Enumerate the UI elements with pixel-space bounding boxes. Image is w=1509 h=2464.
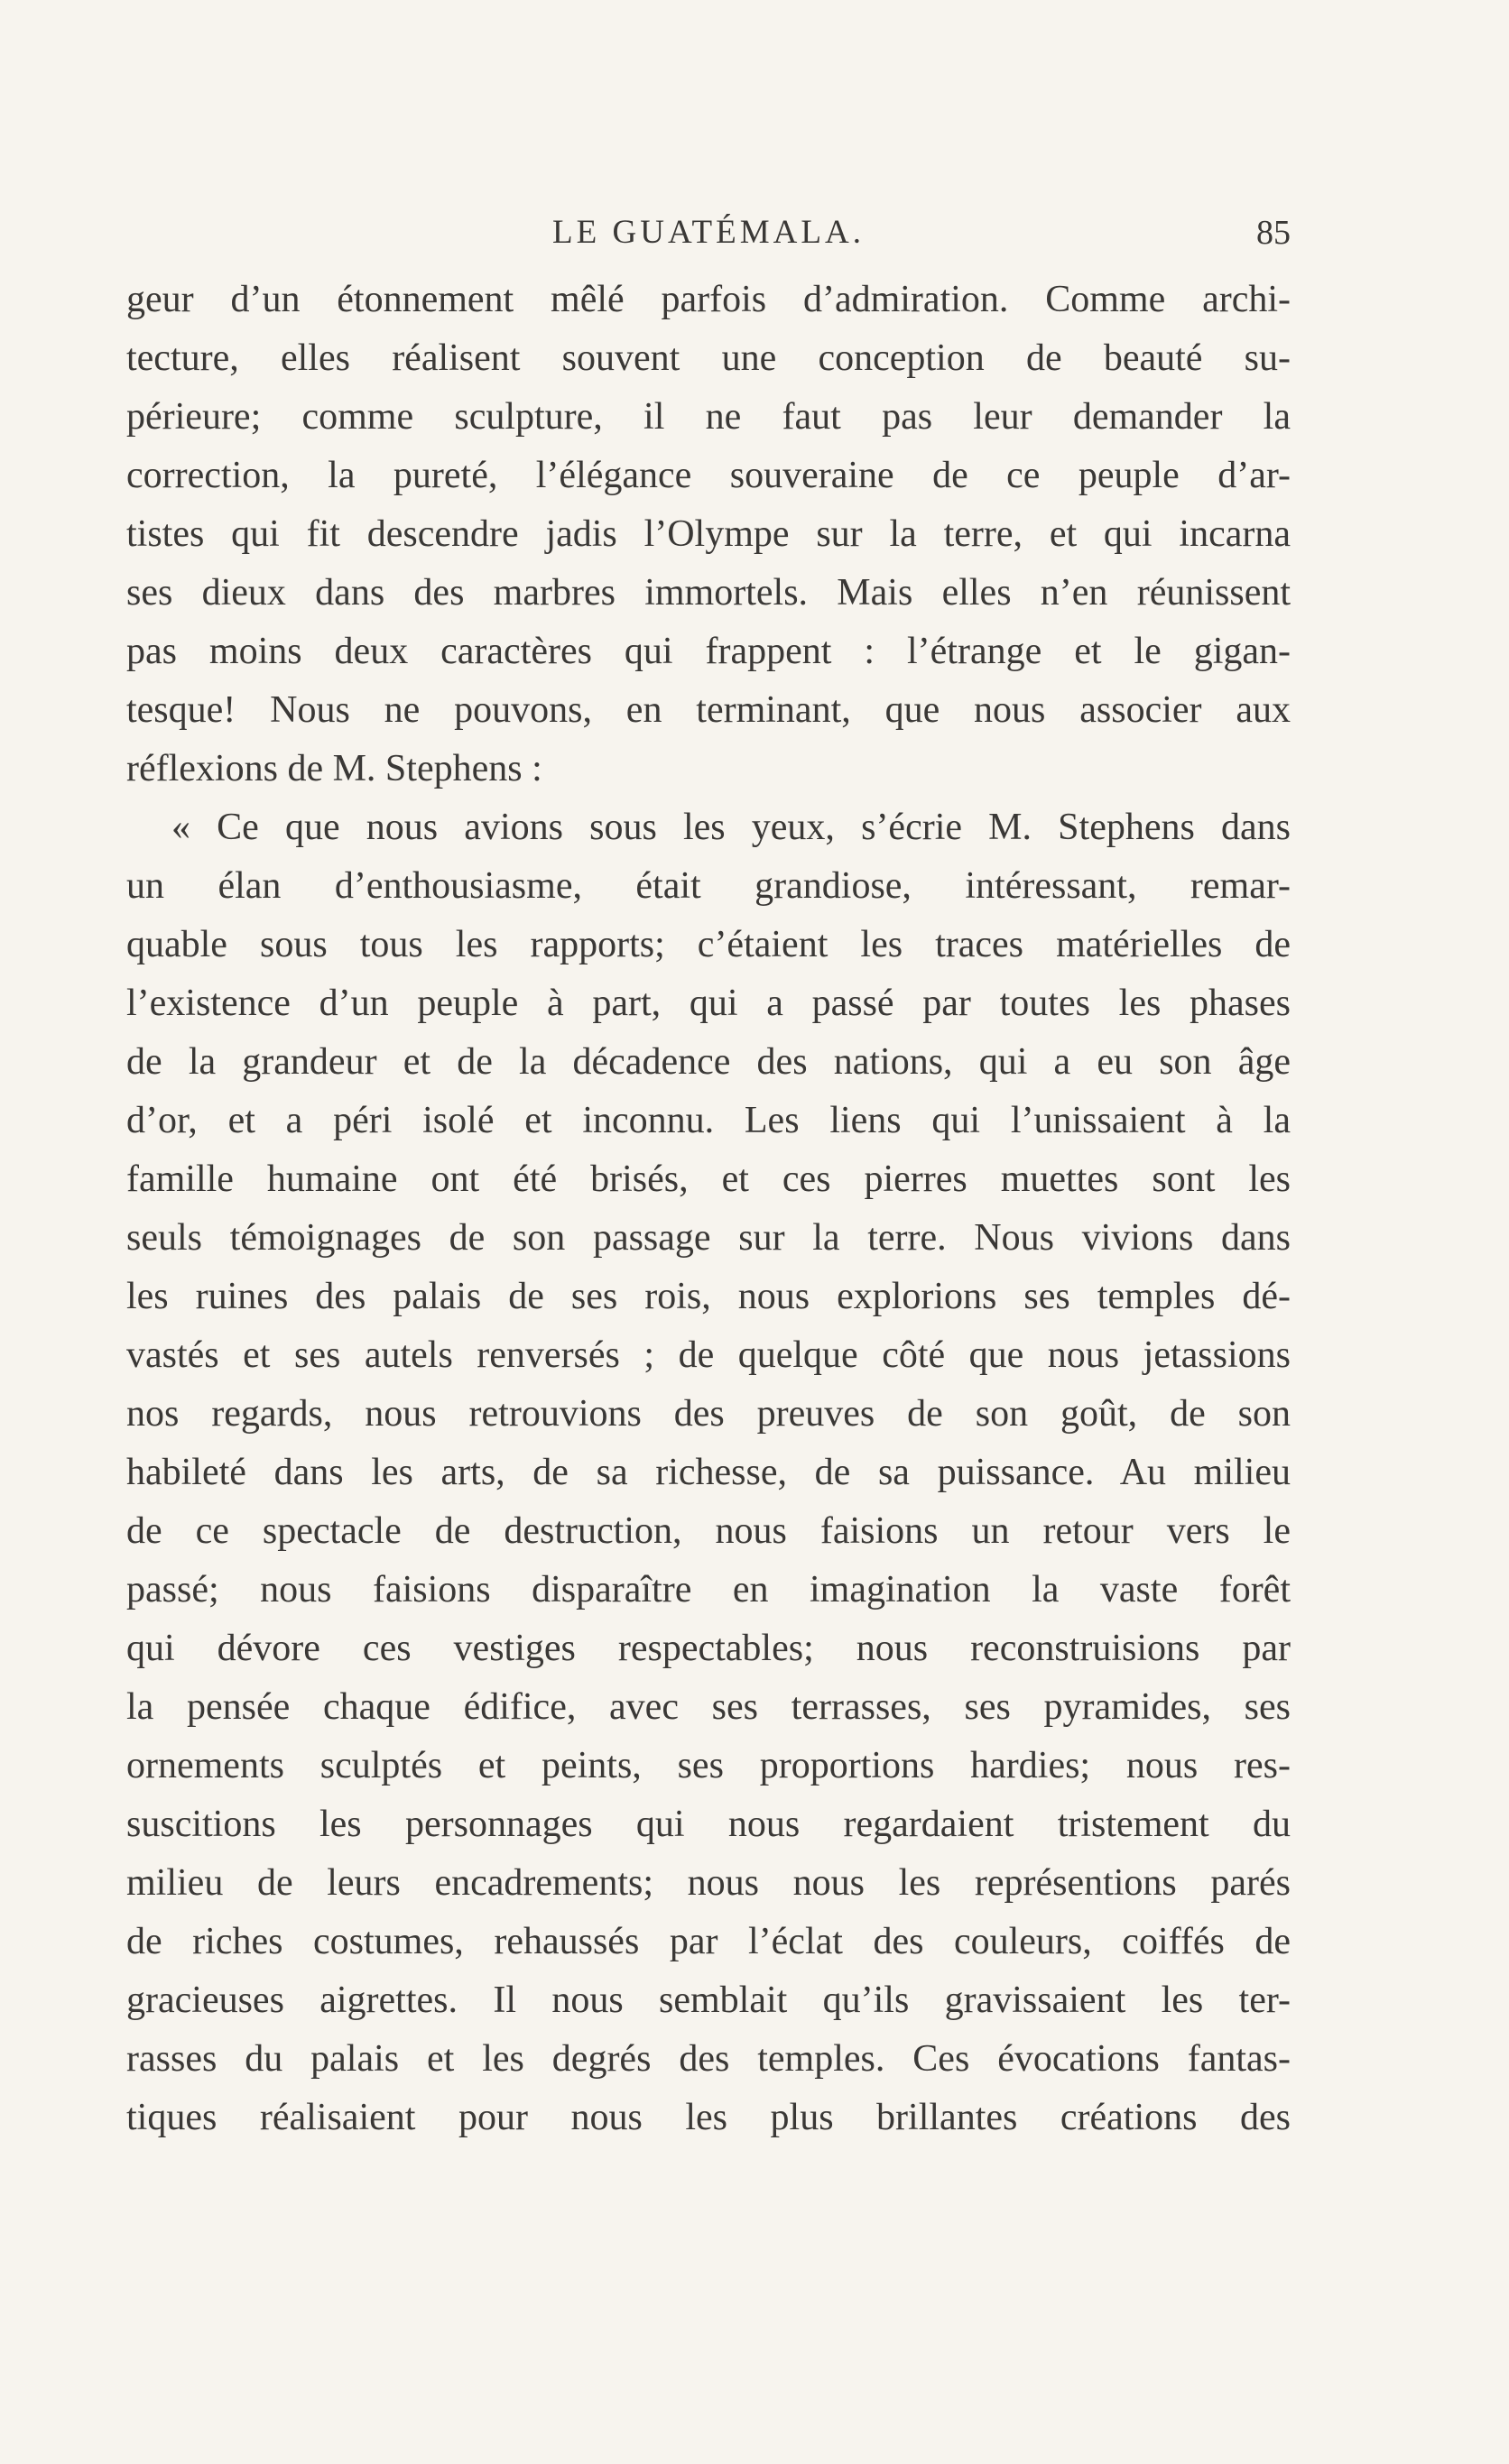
text-line: passé; nous faisions disparaître en imagination la vaste forêt — [126, 1569, 1291, 1610]
text-line: tiques réalisaient pour nous les plus brillantes créations des — [126, 2097, 1291, 2138]
text-line: seuls témoignages de son passage sur la terre. Nous vivions dans — [126, 1217, 1291, 1259]
text-line: les ruines des palais de ses rois, nous explorions ses temples dé- — [126, 1276, 1291, 1317]
page-number: 85 — [1256, 214, 1291, 252]
text-line: gracieuses aigrettes. Il nous semblait qu’ils gravissaient les ter- — [126, 1980, 1291, 2021]
text-line: ornements sculptés et peints, ses proportions hardies; nous res- — [126, 1745, 1291, 1786]
text-line: nos regards, nous retrouvions des preuves de son goût, de son — [126, 1393, 1291, 1435]
text-line: tesque! Nous ne pouvons, en terminant, que nous associer aux — [126, 689, 1291, 731]
text-line: suscitions les personnages qui nous regardaient tristement du — [126, 1804, 1291, 1845]
text-line: tistes qui fit descendre jadis l’Olympe sur la terre, et qui incarna — [126, 513, 1291, 555]
text-line: d’or, et a péri isolé et inconnu. Les liens qui l’unissaient à la — [126, 1100, 1291, 1141]
text-line: la pensée chaque édifice, avec ses terrasses, ses pyramides, ses — [126, 1686, 1291, 1728]
text-line: l’existence d’un peuple à part, qui a passé par toutes les phases — [126, 983, 1291, 1024]
text-line: correction, la pureté, l’élégance souveraine de ce peuple d’ar- — [126, 455, 1291, 496]
text-line: ses dieux dans des marbres immortels. Mais elles n’en réunissent — [126, 572, 1291, 614]
text-line: un élan d’enthousiasme, était grandiose, intéressant, remar- — [126, 865, 1291, 907]
running-head — [126, 213, 1291, 258]
text-line: vastés et ses autels renversés ; de quelque côté que nous jetassions — [126, 1334, 1291, 1376]
body-text — [126, 271, 1291, 2147]
text-line: périeure; comme sculpture, il ne faut pas leur demander la — [126, 396, 1291, 438]
text-line: habileté dans les arts, de sa richesse, de sa puissance. Au milieu — [126, 1452, 1291, 1493]
text-line: qui dévore ces vestiges respectables; nous reconstruisions par — [126, 1628, 1291, 1669]
text-line: famille humaine ont été brisés, et ces pierres muettes sont les — [126, 1158, 1291, 1200]
text-line: rasses du palais et les degrés des temples. Ces évocations fantas- — [126, 2038, 1291, 2080]
text-line: pas moins deux caractères qui frappent : l’étrange et le gigan- — [126, 631, 1291, 672]
text-line: de ce spectacle de destruction, nous faisions un retour vers le — [126, 1510, 1291, 1552]
text-line: de riches costumes, rehaussés par l’éclat des couleurs, coiffés de — [126, 1921, 1291, 1962]
text-line: de la grandeur et de la décadence des nations, qui a eu son âge — [126, 1041, 1291, 1083]
text-line: réflexions de M. Stephens : — [126, 748, 542, 789]
text-line: geur d’un étonnement mêlé parfois d’admiration. Comme archi- — [126, 279, 1291, 320]
text-line: tecture, elles réalisent souvent une conception de beauté su- — [126, 337, 1291, 379]
running-title: LE GUATÉMALA. — [552, 214, 865, 251]
text-line: « Ce que nous avions sous les yeux, s’écrie M. Stephens dans — [171, 807, 1291, 848]
text-line: milieu de leurs encadrements; nous nous les représentions parés — [126, 1862, 1291, 1904]
text-line: quable sous tous les rapports; c’étaient les traces matérielles de — [126, 924, 1291, 965]
